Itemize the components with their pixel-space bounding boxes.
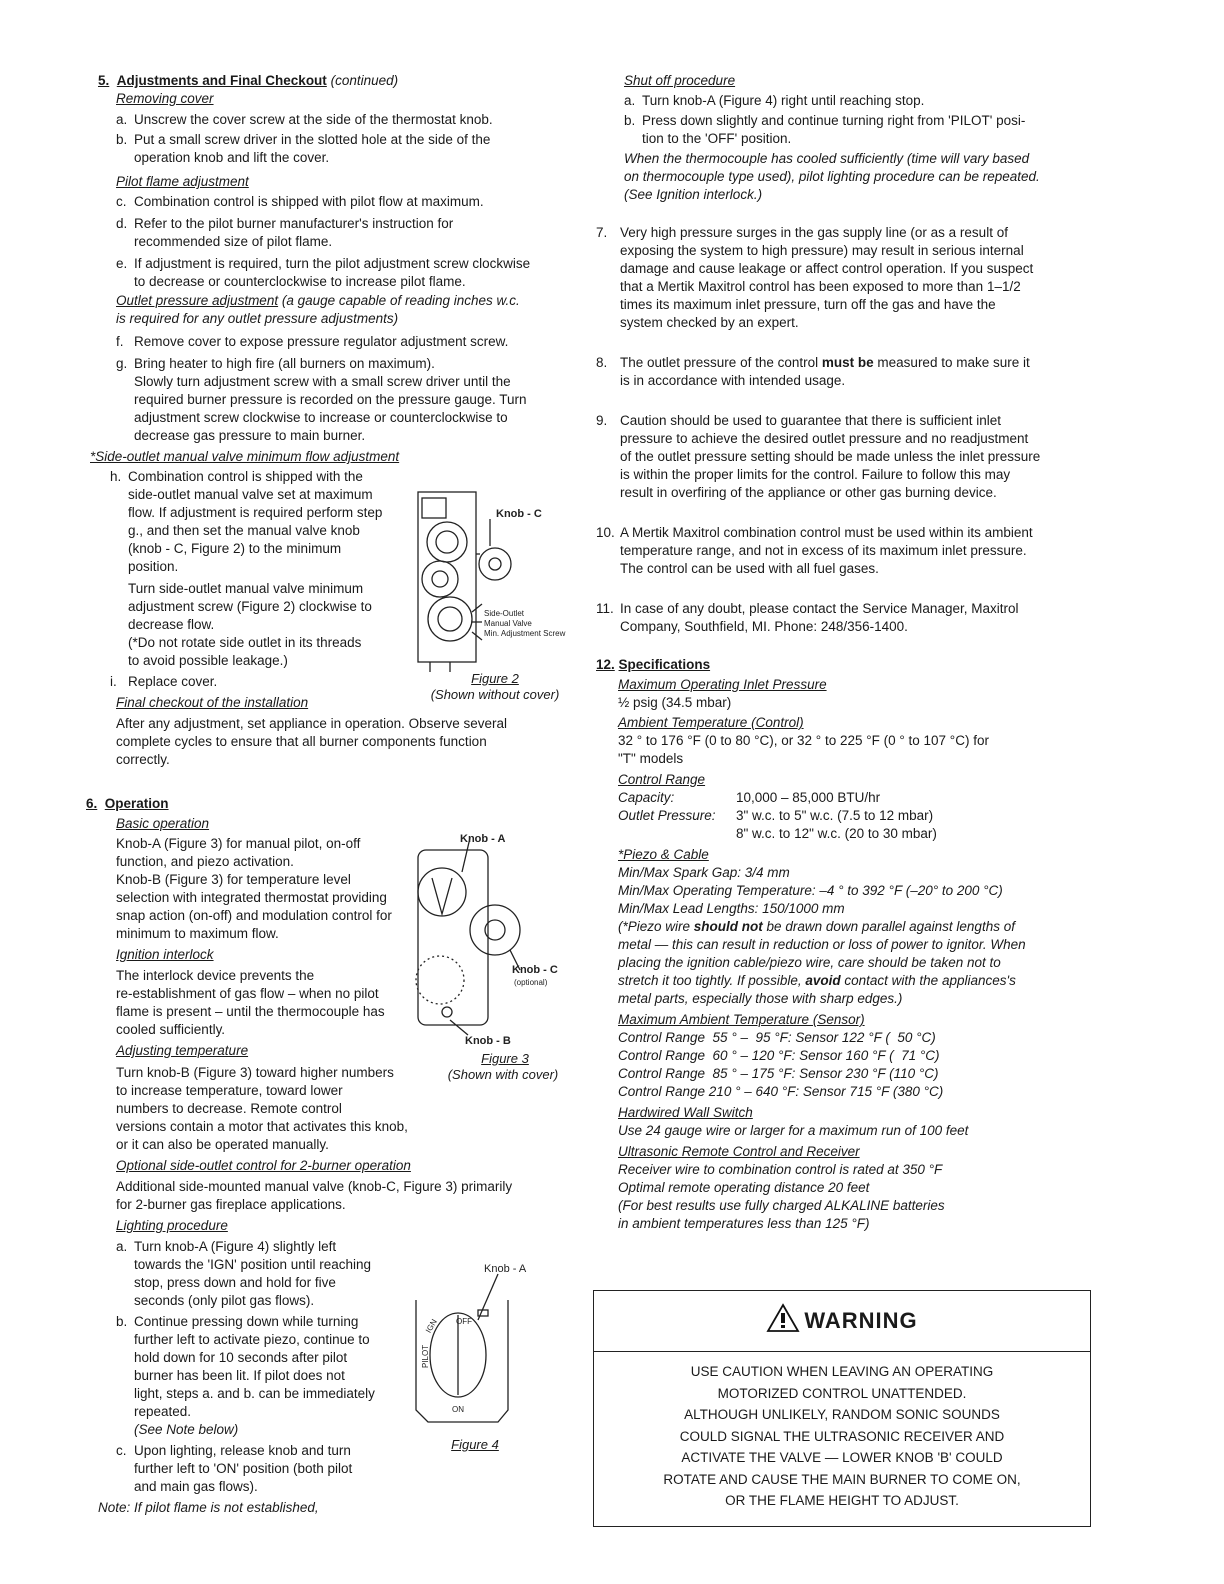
lighting-step-b: b. Continue pressing down while turning further left to activate piezo, continue to hold down for 10 seconds after pilot burner has been lit. If pilot does not light, steps a. and b. can be immediately repeated. (See Note below): [116, 1314, 375, 1437]
fig2-manual-valve-label: Manual Valve: [484, 619, 532, 628]
fig4-knob-a-label: Knob - A: [484, 1263, 527, 1275]
warning-title: WARNING: [594, 1303, 1090, 1334]
basic-operation-text: Knob-A (Figure 3) for manual pilot, on-off function, and piezo activation. Knob-B (Figure 3) for temperature level selection with integrated thermostat providing snap action (on-off) and modulation control for minimum to maximum flow.: [116, 836, 392, 941]
step-a: a. Unscrew the cover screw at the side of the thermostat knob.: [116, 112, 493, 127]
warning-divider: [594, 1351, 1090, 1352]
figure-2-diagram: [410, 484, 580, 674]
item-11: 11. In case of any doubt, please contact the Service Manager, Maxitrol Company, Southfield, MI. Phone: 248/356-1400.: [596, 601, 1019, 634]
step-d: d. Refer to the pilot burner manufacturer's instruction for recommended size of pilot flame.: [116, 216, 454, 249]
shutoff-note: When the thermocouple has cooled sufficiently (time will vary based on thermocouple type used), pilot lighting procedure can be repeated. (See Ignition interlock.): [624, 151, 1040, 202]
step-h: h. Combination control is shipped with the side-outlet manual valve set at maximum flow. If adjustment is required perform step g., and then set the manual valve knob (knob - C, Figure 2) to the minimum position. Turn side-outlet manual valve minimum adjustment screw (Figure 2) clockwise to decrease flow. (*Do not rotate side outlet in its threads to avoid possible leakage.): [110, 469, 383, 668]
specifications: [596, 676, 1086, 1233]
figure-3-diagram: [410, 830, 570, 1050]
figure-3-subcaption: (Shown with cover): [447, 1067, 559, 1082]
spec-control-range-heading: Control Range: [618, 772, 706, 787]
spec-ambient-value: 32 ° to 176 °F (0 to 80 °C), or 32 ° to 225 °F (0 ° to 107 °C) for "T" models: [618, 733, 989, 766]
subheading-removing-cover: Removing cover: [116, 91, 214, 106]
subheading-basic-operation: Basic operation: [116, 816, 210, 831]
spec-ultrasonic-values: Receiver wire to combination control is rated at 350 °F Optimal remote operating distance 20 feet (For best results use fully charged ALKALINE batteries in ambient temperatures less than 125 °F): [618, 1162, 945, 1231]
spec-sensor-values: Control Range 55 ° – 95 °F: Sensor 122 °F ( 50 °C) Control Range 60 ° – 120 °F: Sensor 160 °F ( 71 °C) Control Range 85 ° – 175 °F: Sensor 230 °F (110 °C) Control Range 210 ° – 640 °F: Sensor 715 °F (380 °C): [618, 1030, 944, 1099]
spec-piezo-values: Min/Max Spark Gap: 3/4 mm Min/Max Operating Temperature: –4 ° to 392 °F (–20° to 200 °C) Min/Max Lead Lengths: 150/1000 mm (*Piezo wire should not be drawn down parallel against lengths of metal — this can result in reduction or loss of power to ignitor. When placing the ignition cable/piezo wire, care should be taken not to stretch it too tightly. If possible, avoid contact with the appliances's metal parts, especially those with sharp edges.): [618, 865, 1026, 1006]
step-e: e. If adjustment is required, turn the pilot adjustment screw clockwise to decrease or counterclockwise to increase pilot flame.: [116, 256, 531, 289]
lighting-step-a: a. Turn knob-A (Figure 4) slightly left towards the 'IGN' position until reaching stop, press down and hold for five seconds (only pilot gas flows).: [116, 1239, 372, 1308]
step-i: i. Replace cover.: [110, 674, 218, 689]
lighting-step-c: c. Upon lighting, release knob and turn further left to 'ON' position (both pilot and main gas flows).: [116, 1443, 353, 1494]
subheading-final-checkout: Final checkout of the installation: [116, 695, 309, 710]
fig3-knob-a-label: Knob - A: [460, 833, 506, 845]
figure-4-diagram: [408, 1260, 548, 1435]
outlet-pressure-note: is required for any outlet pressure adjustments): [116, 311, 399, 326]
spec-outlet-pressure-2: 8" w.c. to 12" w.c. (20 to 30 mbar): [736, 826, 937, 841]
subheading-shut-off: Shut off procedure: [624, 73, 736, 88]
section-title: Adjustments and Final Checkout: [116, 73, 327, 88]
adjusting-temperature-text: Turn knob-B (Figure 3) toward higher numbers to increase temperature, toward lower numbers to decrease. Remote control versions contain a motor that activates this knob, or it can also be operated manually.: [116, 1065, 408, 1152]
section-number: 5.: [98, 73, 110, 88]
figure-2-caption: Figure 2: [471, 671, 519, 686]
subheading-ignition-interlock: Ignition interlock: [116, 947, 214, 962]
shutoff-step-b: b. Press down slightly and continue turning right from 'PILOT' posi- tion to the 'OFF' position.: [624, 113, 1026, 146]
section-5-heading: [98, 72, 578, 90]
item-10: 10. A Mertik Maxitrol combination control must be used within its ambient temperature range, and not in excess of its maximum inlet pressure. The control can be used with all fuel gases.: [596, 525, 1033, 576]
spec-sensor-heading: Maximum Ambient Temperature (Sensor): [618, 1012, 865, 1027]
subheading-side-outlet: *Side-outlet manual valve minimum flow adjustment: [90, 449, 400, 464]
figure-4-caption: Figure 4: [451, 1437, 499, 1452]
right-column: [596, 72, 1086, 1233]
fig3-optional-label: (optional): [514, 978, 548, 987]
fig4-pilot-label: PILOT: [421, 1344, 430, 1368]
step-b: b. Put a small screw driver in the slotted hole at the side of the operation knob and lift the cover.: [116, 132, 491, 165]
fig2-min-adj-label: Min. Adjustment Screw: [484, 629, 566, 638]
fig4-off-label: OFF: [456, 1317, 472, 1326]
step-g: g. Bring heater to high fire (all burners on maximum). Slowly turn adjustment screw with a small screw driver until the required burner pressure is recorded on the pressure gauge. Turn adjustment screw clockwise to increase or counterclockwise to decrease gas pressure to main burner.: [116, 356, 527, 443]
subheading-optional-side-outlet: Optional side-outlet control for 2-burner operation: [116, 1158, 411, 1173]
subheading-adjusting-temperature: Adjusting temperature: [116, 1043, 249, 1058]
subheading-pilot-flame: Pilot flame adjustment: [116, 174, 249, 189]
section-6-heading: 6. Operation: [86, 796, 169, 811]
figure-2-subcaption: (Shown without cover): [430, 687, 560, 702]
step-f: f. Remove cover to expose pressure regulator adjustment screw.: [116, 334, 509, 349]
ignition-interlock-text: The interlock device prevents the re-establishment of gas flow – when no pilot flame is present – until the thermocouple has cooled sufficiently.: [116, 968, 385, 1037]
spec-capacity: Capacity: 10,000 – 85,000 BTU/hr: [618, 790, 881, 805]
subheading-outlet-pressure: Outlet pressure adjustment (a gauge capable of reading inches w.c.: [116, 293, 520, 308]
warning-triangle-icon: [766, 1303, 800, 1333]
fig2-knob-c-label: Knob - C: [496, 508, 542, 520]
fig3-knob-c-label: Knob - C: [512, 964, 558, 976]
warning-text: USE CAUTION WHEN LEAVING AN OPERATING MOTORIZED CONTROL UNATTENDED. ALTHOUGH UNLIKELY, RANDOM SONIC SOUNDS COULD SIGNAL THE ULTRASONIC RECEIVER AND ACTIVATE THE VALVE — LOWER KNOB 'B' COULD ROTATE AND CAUSE THE MAIN BURNER TO COME ON, OR THE FLAME HEIGHT TO ADJUST.: [663, 1364, 1021, 1508]
spec-ambient-heading: Ambient Temperature (Control): [618, 715, 804, 730]
shutoff-step-a: a. Turn knob-A (Figure 4) right until reaching stop.: [624, 93, 925, 108]
spec-piezo-heading: *Piezo & Cable: [618, 847, 709, 862]
spec-max-inlet-value: ½ psig (34.5 mbar): [618, 695, 732, 710]
section-12-heading: 12. Specifications: [596, 657, 711, 672]
step-c: c. Combination control is shipped with pilot flow at maximum.: [116, 194, 484, 209]
spec-max-inlet-heading: Maximum Operating Inlet Pressure: [618, 677, 827, 692]
warning-box: [593, 1290, 1091, 1527]
fig4-ign-label: IGN: [423, 1317, 439, 1335]
spec-hardwired-value: Use 24 gauge wire or larger for a maximum run of 100 feet: [618, 1123, 969, 1138]
optional-side-outlet-text: Additional side-mounted manual valve (knob-C, Figure 3) primarily for 2-burner gas fireplace applications.: [116, 1179, 513, 1212]
spec-ultrasonic-heading: Ultrasonic Remote Control and Receiver: [618, 1144, 860, 1159]
figure-3-caption: Figure 3: [481, 1051, 529, 1066]
fig2-side-outlet-label: Side-Outlet: [484, 609, 525, 618]
fig4-on-label: ON: [452, 1405, 464, 1414]
continued-label: (continued): [330, 73, 399, 88]
spec-hardwired-heading: Hardwired Wall Switch: [618, 1105, 753, 1120]
item-8: 8. The outlet pressure of the control must be measured to make sure it is in accordance with intended usage.: [596, 355, 1030, 388]
item-9: 9. Caution should be used to guarantee that there is sufficient inlet pressure to achieve the desired outlet pressure and no readjustment of the outlet pressure setting should be made unless the inlet pressure is within the proper limits for the control. Failure to follow this may result in overfiring of the appliance or other gas burning device.: [596, 413, 1041, 500]
item-7: 7. Very high pressure surges in the gas supply line (or as a result of exposing the system to high pressure) may result in serious internal damage and cause leakage or affect control operation. If you suspect that a Mertik Maxitrol control has been exposed to more than 1–1/2 times its maximum inlet pressure, turn off the gas and have the system checked by an expert.: [596, 225, 1034, 330]
fig3-knob-b-label: Knob - B: [465, 1035, 511, 1047]
lighting-note: Note: If pilot flame is not established,: [98, 1500, 319, 1515]
final-checkout-text: After any adjustment, set appliance in operation. Observe several complete cycles to ensure that all burner components function correctly.: [116, 716, 507, 767]
subheading-lighting-procedure: Lighting procedure: [116, 1218, 228, 1233]
spec-outlet-pressure: Outlet Pressure: 3" w.c. to 5" w.c. (7.5 to 12 mbar): [618, 808, 934, 823]
